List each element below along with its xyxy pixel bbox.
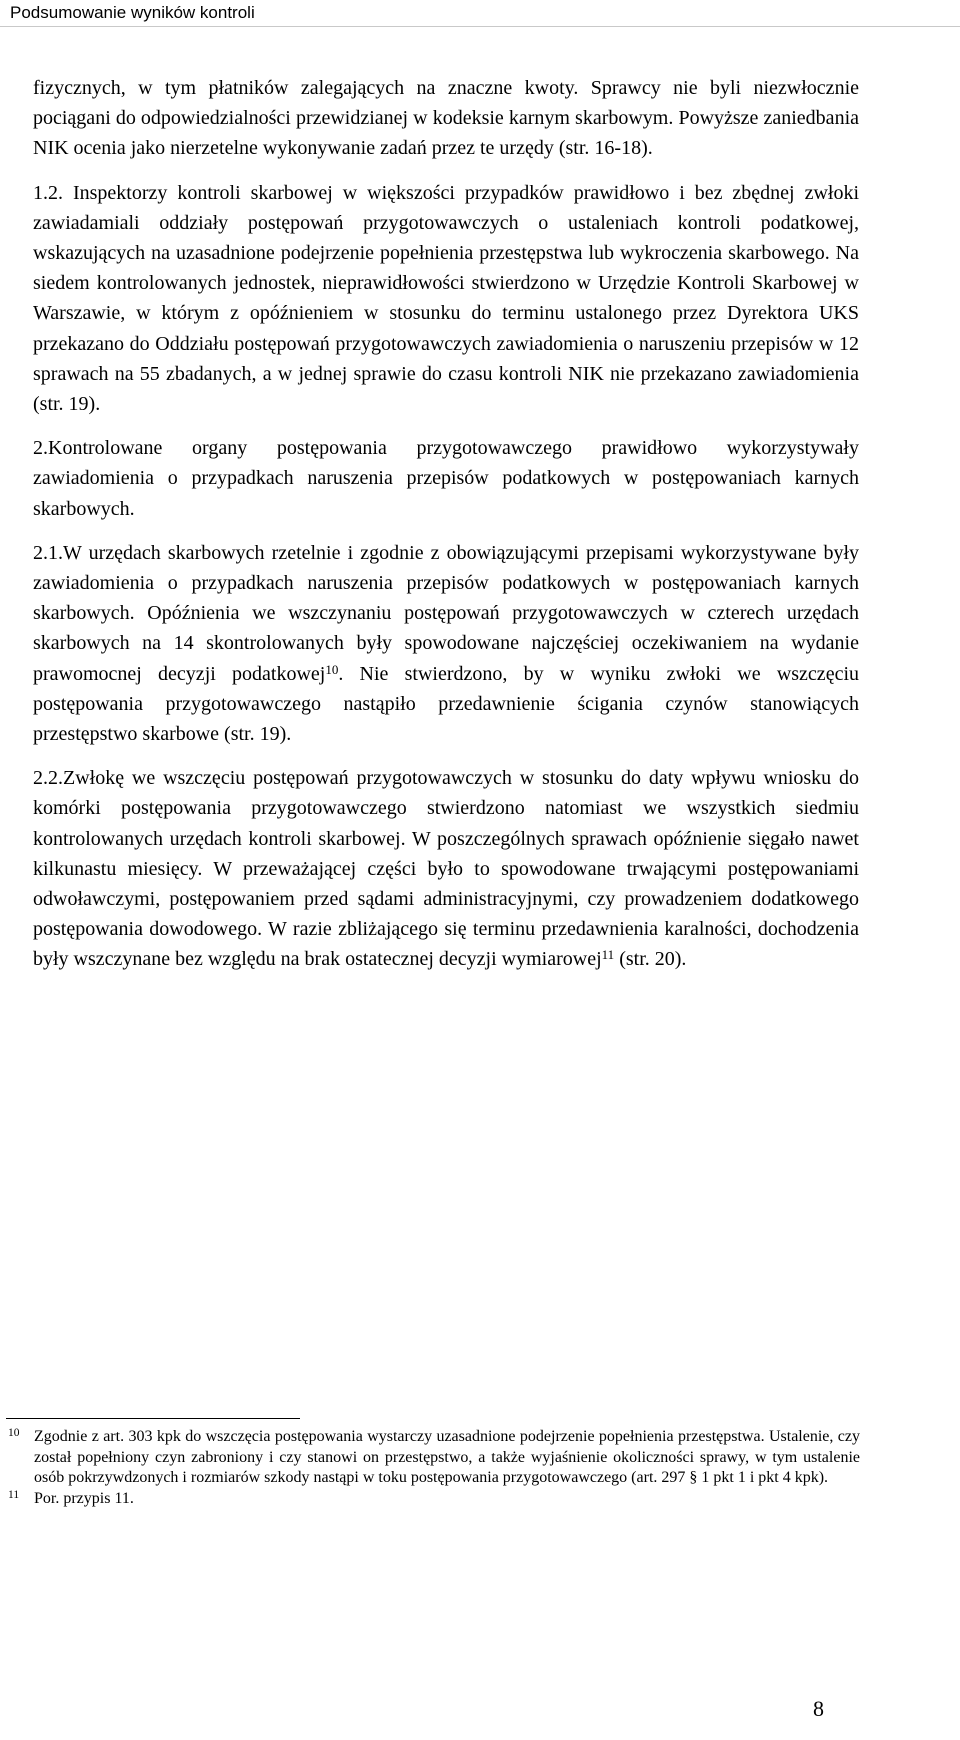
- footnote-11-text: Por. przypis 11.: [34, 1489, 134, 1507]
- header-title: Podsumowanie wyników kontroli: [10, 3, 255, 22]
- paragraph-2: 2.Kontrolowane organy postępowania przygotowawczego prawidłowo wykorzystywały zawiadomienia o przypadkach naruszenia przepisów podatkowych w postępowaniach karnych skarbowych.: [33, 437, 859, 520]
- paragraph-continuation: fizycznych, w tym płatników zalegających na znaczne kwoty. Sprawcy nie byli niezwłocznie pociągani do odpowiedzialności przewidzianej w kodeksie karnym skarbowym. Powyższe zaniedbania NIK ocenia jako nierzetelne wykonywanie zadań przez te urzędy (str. 16-18).: [33, 77, 859, 160]
- paragraph-2-2: [33, 763, 859, 974]
- paragraph-2-1-text-b: . Nie stwierdzono, by w wyniku zwłoki we wszczęciu postępowania przygotowawczego nastąpiło przedawnienie ścigania czynów stanowiących przestępstwo skarbowe (str. 19).: [33, 662, 859, 746]
- footnote-ref-10[interactable]: 10: [325, 661, 339, 677]
- footnote-ref-11[interactable]: 11: [601, 947, 615, 963]
- page-number: 8: [813, 1696, 824, 1721]
- footnote-separator: [6, 1418, 300, 1419]
- paragraph-2-2-text-b: (str. 20).: [614, 948, 687, 971]
- footnote-10-text: Zgodnie z art. 303 kpk do wszczęcia postępowania wystarczy uzasadnione podejrzenie popełnienia przestępstwa. Ustalenie, czy został popełniony czyn zabroniony i czy stanowi on przestępstwo, a także wyjaśnienie okoliczności sprawy, w tym ustalenie osób pokrzywdzonych i rozmiarów szkody nastąpi w toku postępowania przygotowawczego (art. 297 § 1 pkt 1 i pkt 4 kpk).: [34, 1428, 860, 1486]
- page-header: [0, 0, 960, 44]
- paragraph-2-1: [33, 538, 859, 749]
- footnote-11-number: 11: [8, 1488, 20, 1501]
- footnote-11: [8, 1489, 860, 1510]
- footnotes: [8, 1427, 860, 1509]
- header-divider: [0, 26, 960, 27]
- paragraph-2-2-text-a: 2.2.Zwłokę we wszczęciu postępowań przygotowawczych w stosunku do daty wpływu wniosku do komórki postępowania przygotowawczego stwierdzono natomiast we wszystkich siedmiu kontrolowanych urzędach kontroli skarbowej. W poszczególnych sprawach opóźnienie sięgało nawet kilkunastu miesięcy. W przeważającej części było to spowodowane trwającymi postępowaniami odwoławczymi, postępowaniem przed sądami administracyjnymi, czy prowadzeniem dodatkowego postępowania dowodowego. W razie zbliżającego się terminu przedawnienia karalności, dochodzenia były wszczynane bez względu na brak ostatecznej decyzji wymiarowej: [33, 767, 859, 971]
- paragraph-1-2: 1.2. Inspektorzy kontroli skarbowej w większości przypadków prawidłowo i bez zbędnej zwłoki zawiadamiali oddziały postępowań przygotowawczych o ustaleniach kontroli podatkowej, wskazujących na uzasadnione podejrzenie popełnienia przestępstwa lub wykroczenia skarbowego. Na siedem kontrolowanych jednostek, nieprawidłowości stwierdzono w Urzędzie Kontroli Skarbowej w Warszawie, w którym z opóźnieniem w stosunku do terminu ustalonego przez Dyrektora UKS przekazano do Oddziału postępowań przygotowawczych zawiadomienia o naruszeniu przepisów w 12 sprawach na 55 zbadanych, a w jednej sprawie do czasu kontroli NIK nie przekazano zawiadomienia (str. 19).: [33, 181, 859, 416]
- footnote-10: [8, 1427, 860, 1489]
- main-content: [33, 73, 859, 975]
- paragraph-2-1-text-a: 2.1.W urzędach skarbowych rzetelnie i zgodnie z obowiązującymi przepisami wykorzystywane były zawiadomienia o przypadkach naruszenia przepisów podatkowych w postępowaniach karnych skarbowych. Opóźnienia we wszczynaniu postępowań przygotowawczych w czterech urzędach skarbowych na 14 skontrolowanych były spowodowane najczęściej oczekiwaniem na wydanie prawomocnej decyzji podatkowej: [33, 541, 859, 685]
- footnote-10-number: 10: [8, 1427, 20, 1439]
